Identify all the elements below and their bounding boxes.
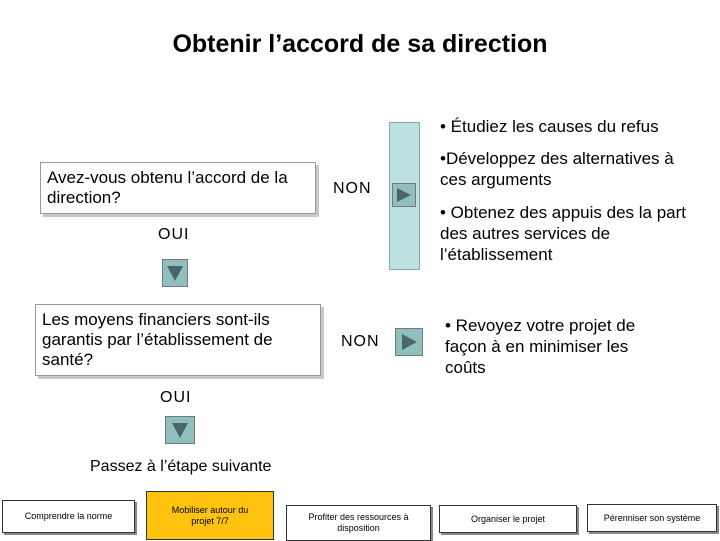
bullets-refus <box>440 116 700 265</box>
right-arrow-button-1[interactable] <box>392 183 416 207</box>
right-arrow-icon <box>395 186 413 204</box>
nav-organiser-le-projet[interactable] <box>439 505 577 533</box>
bullet-item: •Développez des alternatives à ces arguments <box>440 149 674 189</box>
nav-label: Comprendre la norme <box>24 511 113 521</box>
nav-profiter-des-ressources[interactable] <box>286 505 431 541</box>
bullet-item: • Obtenez des appuis des la part des autres services de l’établissement <box>440 203 686 264</box>
oui-label-2: OUI <box>160 389 192 406</box>
bullet-item: • Revoyez votre projet de façon à en minimiser les coûts <box>445 316 636 377</box>
right-arrow-button-2[interactable] <box>395 328 423 356</box>
nav-comprendre-la-norme[interactable] <box>2 500 135 533</box>
down-arrow-icon <box>170 420 190 440</box>
nav-perenniser-son-systeme[interactable] <box>587 504 717 532</box>
down-arrow-icon <box>165 263 185 283</box>
next-step-text: Passez à l’étape suivante <box>90 458 272 475</box>
down-arrow-button-2[interactable] <box>165 416 195 444</box>
non-label-1: NON <box>333 180 372 197</box>
bullet-item: • Étudiez les causes du refus <box>440 117 659 136</box>
page-title: Obtenir l’accord de sa direction <box>172 30 548 58</box>
nav-label: Profiter des ressources à disposition <box>308 512 409 533</box>
nav-label: Mobiliser autour du projet 7/7 <box>171 504 249 526</box>
bullets-cost <box>445 315 665 378</box>
question-box-1 <box>40 162 316 214</box>
oui-label-1: OUI <box>158 226 190 243</box>
nav-label: Organiser le projet <box>470 513 546 524</box>
nav-mobiliser-autour-du-projet[interactable] <box>146 491 274 540</box>
question-box-2 <box>35 304 321 376</box>
question-2-text: Les moyens financiers sont-ils garantis par l’établissement de santé? <box>42 310 273 369</box>
down-arrow-button-1[interactable] <box>162 259 188 287</box>
non-label-2: NON <box>341 333 380 350</box>
nav-label: Pérenniser son système <box>603 512 701 523</box>
right-arrow-icon <box>399 332 419 352</box>
question-1-text: Avez-vous obtenu l’accord de la direction? <box>47 168 288 207</box>
